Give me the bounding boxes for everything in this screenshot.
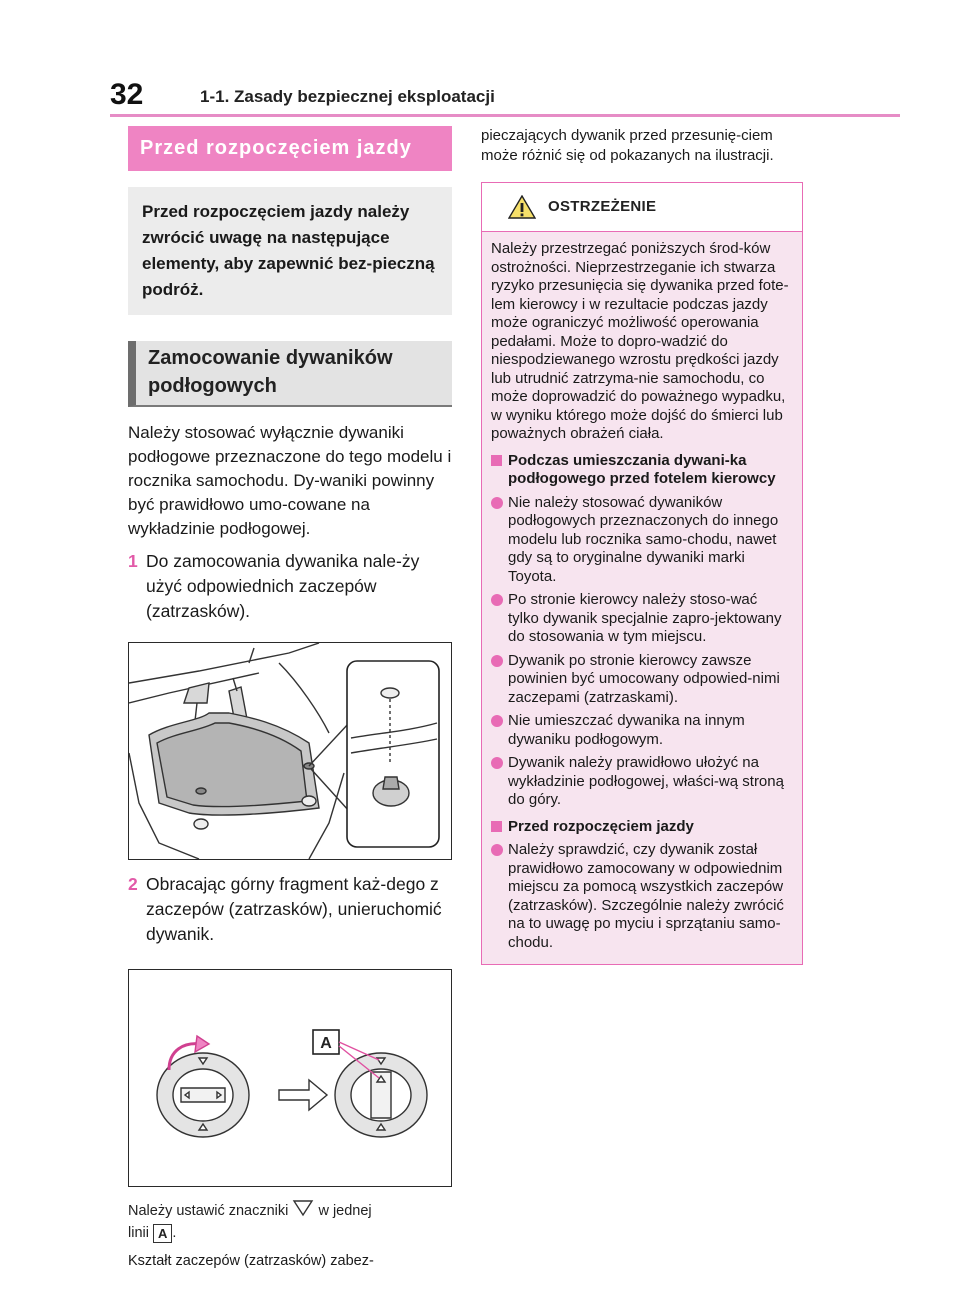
page-header — [110, 78, 900, 118]
main-title: Przed rozpoczęciem jazdy — [128, 126, 452, 171]
bullet-icon — [491, 655, 503, 667]
right-column — [481, 126, 803, 965]
warning-header — [482, 183, 802, 231]
step-number: 2 — [128, 874, 138, 894]
list-item: Dywanik należy prawidłowo ułożyć na wykładzinie podłogowej, właści-wą stroną do góry. — [491, 754, 792, 810]
header-divider — [110, 114, 900, 117]
warning-subheading: Podczas umieszczania dywani-ka podłogowego przed fotelem kierowcy — [491, 452, 792, 489]
figure-label-a: A — [320, 1035, 332, 1052]
bullet-icon — [491, 497, 503, 509]
clip-rotation-illustration — [128, 969, 452, 1187]
square-bullet-icon — [491, 821, 502, 832]
section-title: Zamocowanie dywaników podłogowych — [128, 341, 452, 407]
list-item: Należy sprawdzić, czy dywanik został prawidłowo zamocowany w odpowiednim miejscu za pomocą wszystkich zaczepów (zatrzasków). Szczególnie należy zwrócić na to uwagę po myciu i sprzątaniu samo-chodu. — [491, 841, 792, 952]
list-item: Nie należy stosować dywaników podłogowych przeznaczonych do innego modelu lub rocznika samo-chodu, nawet gdy są to oryginalne dywaniki marki Toyota. — [491, 494, 792, 587]
list-item: Nie umieszczać dywanika na innym dywaniku podłogowym. — [491, 712, 792, 749]
step-text: Obracając górny fragment każ-dego z zaczepów (zatrzasków), unieruchomić dywanik. — [146, 874, 442, 944]
intro-box: Przed rozpoczęciem jazdy należy zwrócić uwagę na następujące elementy, aby zapewnić bez-pieczną podróż. — [128, 187, 452, 315]
step-2 — [128, 872, 452, 947]
step-1 — [128, 549, 452, 624]
list-item: Dywanik po stronie kierowcy zawsze powinien być umocowany odpowied-nimi zaczepami (zatrzaskami). — [491, 652, 792, 708]
bullet-icon — [491, 594, 503, 606]
label-a-badge: A — [153, 1224, 172, 1243]
section-paragraph: Należy stosować wyłącznie dywaniki podłogowe przeznaczone do tego modelu i rocznika samochodu. Dy-waniki powinny być prawidłowo umo-cowane na wykładzinie podłogowej. — [128, 423, 452, 538]
step-text: Do zamocowania dywanika nale-ży użyć odpowiednich zaczepów (zatrzasków). — [146, 551, 420, 621]
warning-title: OSTRZEŻENIE — [548, 198, 657, 215]
note-text: Kształt zaczepów (zatrzasków) zabez- — [128, 1253, 374, 1269]
left-column — [128, 126, 452, 1271]
bullet-icon — [491, 715, 503, 727]
square-bullet-icon — [491, 455, 502, 466]
bullet-icon — [491, 844, 503, 856]
triangle-marker-icon — [292, 1199, 314, 1223]
step-number: 1 — [128, 551, 138, 571]
floor-mat-drawing — [129, 643, 451, 859]
warning-triangle-icon — [508, 195, 536, 224]
warning-body — [482, 231, 802, 964]
warning-box — [481, 182, 803, 965]
figure-caption: Należy ustawić znaczniki w jednej linii A . — [128, 1199, 452, 1243]
chapter-title: 1-1. Zasady bezpiecznej eksploatacji — [200, 87, 495, 106]
list-item: Po stronie kierowcy należy stoso-wać tylko dywanik specjalnie zapro-jektowany do stosowania w tym miejscu. — [491, 591, 792, 647]
page-number: 32 — [110, 78, 144, 111]
bullet-icon — [491, 757, 503, 769]
clip-rotation-drawing — [129, 970, 451, 1186]
warning-intro: Należy przestrzegać poniższych środ-ków ostrożności. Nieprzestrzeganie ich stwarza ryzyko przesunięcia się dywanika przed fote-lem kierowcy i w rezultacie podczas jazdy może ograniczyć możliwość operowania pedałami. Może to dopro-wadzić do niespodziewanego wzrostu prędkości jazdy lub utrudnić zatrzyma-nie samochodu, co może doprowadzić do poważnego wypadku, w wyniku którego może dojść do śmierci lub poważnych obrażeń ciała. — [491, 240, 789, 442]
floor-mat-illustration — [128, 642, 452, 860]
continued-text: pieczających dywanik przed przesunię-ciem może różnić się od pokazanych na ilustracji. — [481, 127, 774, 164]
warning-subheading: Przed rozpoczęciem jazdy — [491, 818, 792, 837]
